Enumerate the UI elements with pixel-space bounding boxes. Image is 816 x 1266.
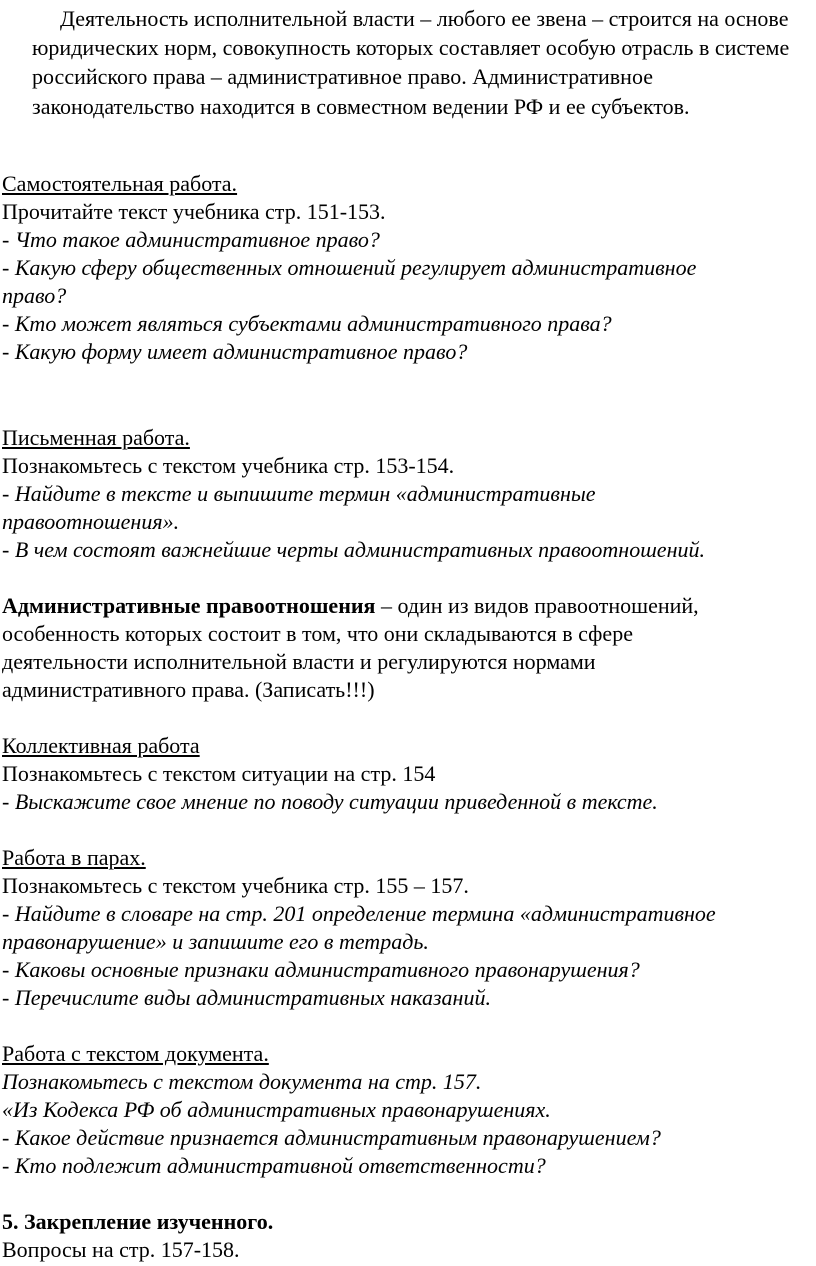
written-work-heading: Письменная работа. [2,425,190,450]
pair-question-1: - Найдите в словаре на стр. 201 определение термина «административное [2,901,716,926]
intro-paragraph [32,4,812,121]
definition-term: Административные правоотношения [2,593,376,618]
definition-line-4: административного права. (Записать!!!) [2,677,375,702]
document-work-instruction: Познакомьтесь с текстом документа на стр. 157. [2,1069,482,1094]
definition-line-1 [2,592,699,620]
written-work-instruction: Познакомьтесь с текстом учебника стр. 153-154. [2,453,455,478]
pair-work-heading: Работа в парах. [2,845,146,870]
collective-work-heading: Коллективная работа [2,733,200,758]
document-source: «Из Кодекса РФ об административных правонарушениях. [2,1097,551,1122]
independent-question-1: - Что такое административное право? [2,227,380,252]
independent-question-2-cont: право? [2,283,67,308]
pair-question-3: - Перечислите виды административных наказаний. [2,985,491,1010]
independent-question-4: - Какую форму имеет административное право? [2,339,468,364]
document-work-heading: Работа с текстом документа. [2,1041,269,1066]
collective-question-1: - Выскажите свое мнение по поводу ситуации приведенной в тексте. [2,789,658,814]
pair-work-instruction: Познакомьтесь с текстом учебника стр. 155 – 157. [2,873,469,898]
consolidation-heading: 5. Закрепление изученного. [2,1209,274,1234]
intro-text: Деятельность исполнительной власти – любого ее звена – строится на основе юридических норм, совокупность которых составляет особую отрасль в системе российского права – административное право. Административное законодательство находится в совместном ведении РФ и ее субъектов. [32,6,790,119]
written-question-1: - Найдите в тексте и выпишите термин «административные [2,481,596,506]
written-question-2: - В чем состоят важнейшие черты административных правоотношений. [2,537,705,562]
pair-question-2: - Каковы основные признаки административного правонарушения? [2,957,640,982]
definition-line-1-rest: – один из видов правоотношений, [375,593,699,618]
independent-question-2: - Какую сферу общественных отношений регулирует административное [2,255,697,280]
document-question-1: - Какое действие признается административным правонарушением? [2,1125,661,1150]
written-question-1-cont: правоотношения». [2,509,180,534]
pair-question-1-cont: правонарушение» и запишите его в тетрадь. [2,929,429,954]
consolidation-instruction: Вопросы на стр. 157-158. [2,1237,240,1262]
independent-question-3: - Кто может являться субъектами административного права? [2,311,612,336]
document-question-2: - Кто подлежит административной ответственности? [2,1153,546,1178]
definition-line-3: деятельности исполнительной власти и регулируются нормами [2,649,596,674]
definition-line-2: особенность которых состоит в том, что они складываются в сфере [2,621,633,646]
collective-work-instruction: Познакомьтесь с текстом ситуации на стр. 154 [2,761,436,786]
independent-work-heading: Самостоятельная работа. [2,171,238,196]
independent-work-instruction: Прочитайте текст учебника стр. 151-153. [2,199,386,224]
